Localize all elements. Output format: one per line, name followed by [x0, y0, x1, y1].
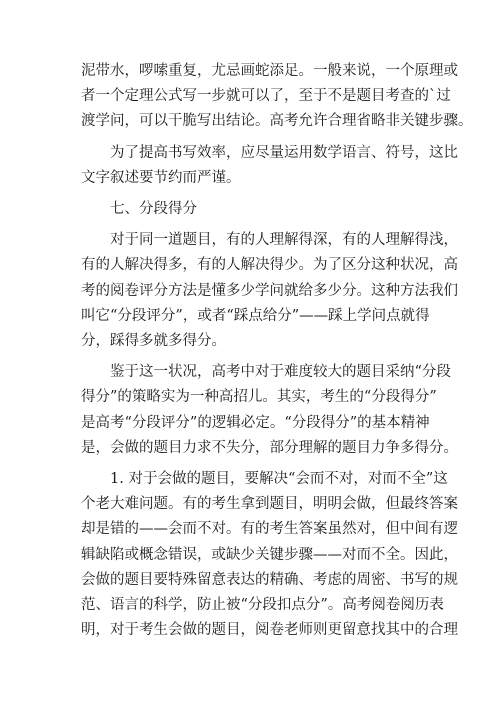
paragraph-writing-efficiency — [81, 141, 458, 191]
text-line: 辑缺陷或概念错误，或缺少关键步骤——对而不全。因此， — [81, 546, 458, 563]
text-line: 文字叙述要节约而严谨。 — [81, 169, 241, 186]
text-line: 为了提高书写效率，应尽量运用数学语言、符号，这比 — [81, 144, 458, 161]
text-line: 却是错的——会而不对。有的考生答案虽然对，但中间有逻 — [81, 521, 458, 538]
text-line: 范、语言的科学，防止被“分段扣点分”。高考阅卷阅历表 — [81, 597, 444, 614]
text-line: 会做的题目要特殊留意表达的精确、考虑的周密、书写的规 — [81, 571, 458, 588]
text-line: 个老大难问题。有的考生拿到题目，明明会做，但最终答案 — [81, 496, 458, 513]
paragraph-continuation — [81, 59, 473, 135]
paragraph-point-one — [81, 467, 458, 643]
heading-line: 七、分段得分 — [81, 201, 197, 218]
text-line: 有的人解决得多，有的人解决得少。为了区分这种状况，高 — [81, 257, 458, 274]
text-line: 分，踩得多就多得分。 — [81, 333, 226, 350]
text-line: 是，会做的题目力求不失分，部分理解的题目力争多得分。 — [81, 439, 458, 456]
text-line: 泥带水，啰嗦重复，尤忌画蛇添足。一般来说，一个原理或 — [81, 63, 458, 79]
text-line: 渡学问，可以干脆写出结论。高考允许合理省略非关键步骤。 — [81, 113, 473, 130]
document-body — [81, 59, 473, 643]
text-line: 考的阅卷评分方法是懂多少学问就给多少分。这种方法我们 — [81, 282, 458, 299]
text-line: 鉴于这一状况，高考中对于难度较大的题目采纳“分段 — [81, 364, 451, 381]
text-line: 者一个定理公式写一步就可以了，至于不是题目考查的`过 — [81, 88, 451, 105]
paragraph-strategy — [81, 360, 458, 461]
text-line: 对于同一道题目，有的人理解得深，有的人理解得浅， — [81, 232, 458, 249]
text-line: 明，对于考生会做的题目，阅卷老师则更留意找其中的合理 — [81, 622, 458, 639]
text-line: 是高考“分段评分”的逻辑必定。“分段得分”的基本精神 — [81, 414, 430, 431]
text-line: 得分”的策略实为一种高招儿。其实，考生的“分段得分” — [81, 389, 437, 406]
text-line: 叫它“分段评分”，或者“踩点给分”——踩上学问点就得 — [81, 307, 430, 324]
section-heading — [81, 197, 429, 222]
paragraph-scoring-method — [81, 228, 458, 354]
text-line: 1. 对于会做的题目，要解决“会而不对，对而不全”这 — [81, 471, 448, 488]
